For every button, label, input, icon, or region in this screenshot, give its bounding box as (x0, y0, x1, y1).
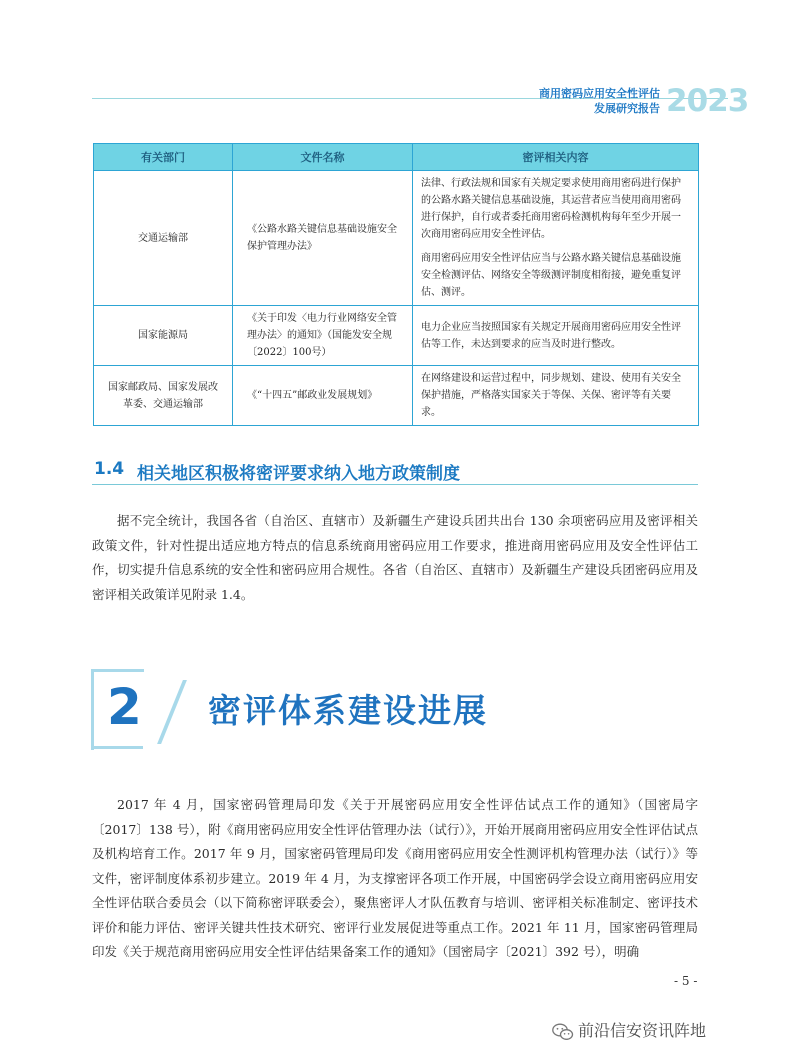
table-row (94, 306, 699, 366)
chapter-number: 2 (107, 678, 142, 736)
wechat-icon (552, 1023, 574, 1041)
section-heading (92, 457, 698, 485)
report-year: 2023 (666, 83, 749, 119)
chapter-title: 密评体系建设进展 (208, 691, 488, 730)
section-number: 1.4 (94, 459, 125, 479)
content-paragraph: 电力企业应当按照国家有关规定开展商用密码应用安全性评估等工作，未达到要求的应当及时进行整改。 (421, 321, 681, 350)
chapter-paragraph: 2017 年 4 月，国家密码管理局印发《关于开展密码应用安全性评估试点工作的通知》（国密局字〔2017〕138 号），附《商用密码应用安全性评估管理办法（试行）》，开始开展商用密码应用安全性评估试点及机构培育工作。2017 年 9 月，国家密码管理局印发《商用密码应用安全性测评机构管理办法（试行）》等文件，密评制度体系初步建立。2019 年 4 月，为支撑密评各项工作开展，中国密码学会设立商用密码应用安全性评估联合委员会（以下简称密评联委会），聚焦密评人才队伍教育与培训、密评相关标准制定、密评技术评价和能力评估、密评关键共性技术研究、密评行业发展促进等重点工作。2021 年 11 月，国家密码管理局印发《关于规范商用密码应用安全性评估结果备案工作的通知》（国密局字〔2021〕392 号），明确 (92, 797, 698, 959)
doc-cell: 《关于印发〈电力行业网络安全管理办法〉的通知》（国能发安全规〔2022〕100号） (233, 306, 413, 366)
page-number: - 5 - (674, 974, 698, 988)
watermark (552, 1018, 706, 1041)
content-cell (413, 306, 699, 366)
section-paragraph: 据不完全统计，我国各省（自治区、直辖市）及新疆生产建设兵团共出台 130 余项密码应用及密评相关政策文件，针对性提出适应地方特点的信息系统商用密码应用工作要求，推进商用密码应用及安全性评估工作，切实提升信息系统的安全性和密码应用合规性。各省（自治区、直辖市）及新疆生产建设兵团密码应用及密评相关政策详见附录 1.4。 (92, 513, 698, 602)
column-header-content: 密评相关内容 (413, 144, 699, 171)
policy-table (93, 143, 699, 426)
report-title-line1: 商用密码应用安全性评估 (539, 87, 660, 100)
watermark-text: 前沿信安资讯阵地 (578, 1021, 707, 1040)
column-header-dept: 有关部门 (94, 144, 233, 171)
dept-cell: 国家能源局 (94, 306, 233, 366)
content-paragraph: 在网络建设和运营过程中，同步规划、建设、使用有关安全保护措施，严格落实国家关于等保、关保、密评等有关要求。 (421, 373, 681, 418)
content-paragraph: 商用密码应用安全性评估应当与公路水路关键信息基础设施安全检测评估、网络安全等级测评制度相衔接，避免重复评估、测评。 (421, 253, 681, 298)
dept-cell: 交通运输部 (94, 171, 233, 306)
report-title-line2: 发展研究报告 (594, 102, 660, 115)
doc-cell: 《“十四五”邮政业发展规划》 (233, 366, 413, 426)
chapter-slash-decoration (157, 680, 187, 744)
content-cell (413, 171, 699, 306)
table-row (94, 366, 699, 426)
section-title: 相关地区积极将密评要求纳入地方政策制度 (137, 464, 460, 484)
doc-cell: 《公路水路关键信息基础设施安全保护管理办法》 (233, 171, 413, 306)
content-cell (413, 366, 699, 426)
content-paragraph: 法律、行政法规和国家有关规定要求使用商用密码进行保护的公路水路关键信息基础设施，其运营者应当使用商用密码进行保护，自行或者委托商用密码检测机构每年至少开展一次商用密码应用安全性评估。 (421, 178, 681, 240)
dept-cell: 国家邮政局、国家发展改革委、交通运输部 (94, 366, 233, 426)
table-row (94, 171, 699, 306)
table-header-row (94, 144, 699, 171)
column-header-doc: 文件名称 (233, 144, 413, 171)
report-title (539, 86, 660, 116)
chapter-number-frame-bottom (91, 746, 143, 749)
